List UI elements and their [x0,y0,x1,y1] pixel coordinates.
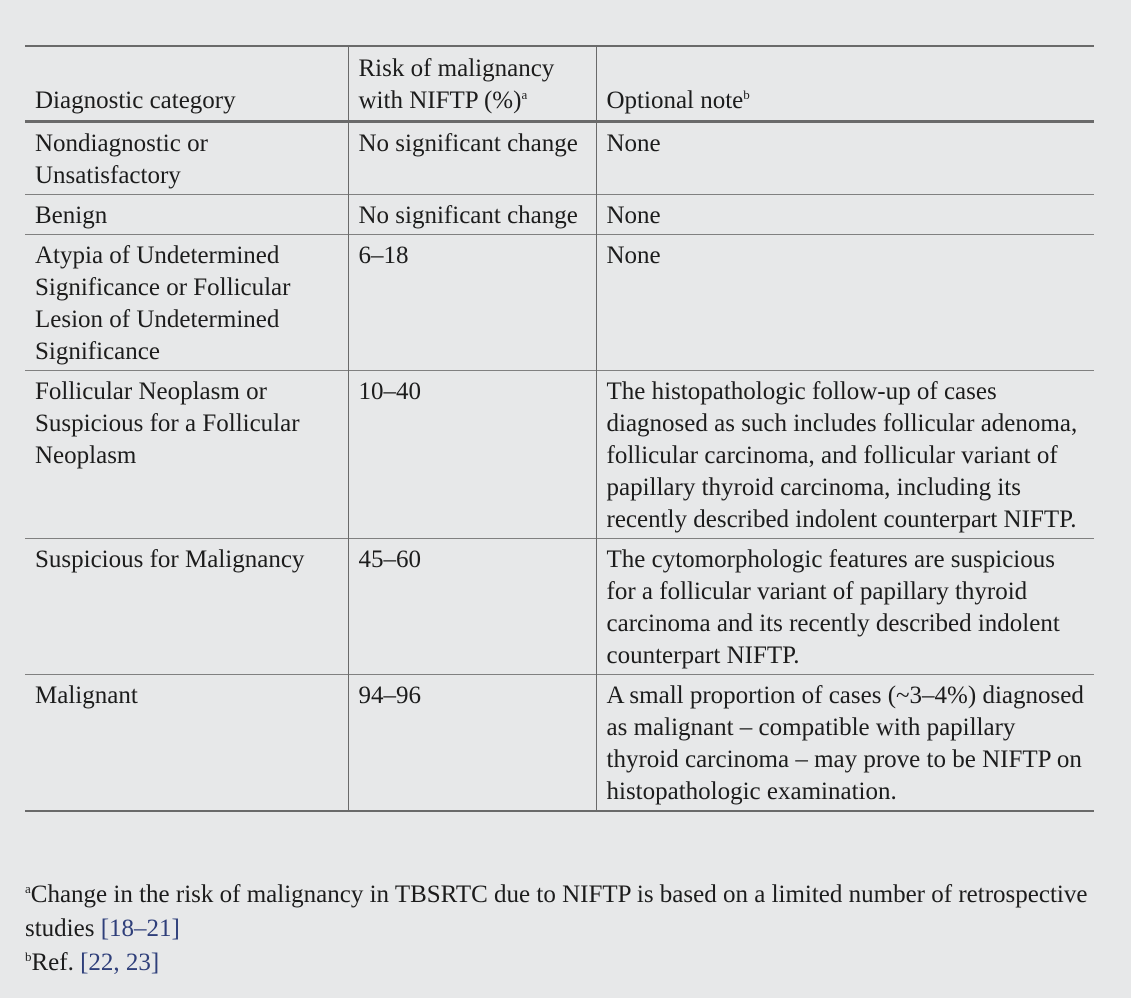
footnote-marker-a: a [521,87,528,102]
footnote-a-marker: a [25,881,31,896]
table-row [25,539,1094,675]
citation-link-18-21[interactable]: [18–21] [100,915,180,942]
footnote-b [25,946,1100,980]
cell-note: The cytomorphologic features are suspicious for a follicular variant of papillary thyroid carcinoma and its recently described indolent counterpart NIFTP. [596,539,1094,675]
cell-risk: 94–96 [348,675,596,812]
cell-category: Malignant [35,682,138,709]
table-footnotes [25,878,1100,980]
cell-note: None [596,195,1094,235]
cell-risk: No significant change [348,195,596,235]
cell-note: The histopathologic follow-up of cases diagnosed as such includes follicular adenoma, follicular carcinoma, and follicular variant of papillary thyroid carcinoma, including its recently described indolent counterpart NIFTP. [596,371,1094,539]
cell-risk: No significant change [348,122,596,195]
header-optional-note: Optional note$^b$ [596,46,1094,122]
footnote-marker-b: b [743,87,750,102]
cell-risk: 6–18 [348,235,596,371]
header-risk-of-malignancy: Risk of malignancy with NIFTP (%)$^a$ [348,46,596,122]
footnote-a-text: Change in the risk of malignancy in TBSRTC due to NIFTP is based on a limited number of retrospective studies [25,881,1088,942]
risk-of-malignancy-table [25,45,1094,812]
table-row [25,371,1094,539]
cell-note: None [596,122,1094,195]
risk-table-container [25,45,1094,812]
table-row [25,235,1094,371]
cell-category: Suspicious for Malignancy [35,546,305,573]
table-header-row [25,46,1094,122]
cell-category: Follicular Neoplasm or Suspicious for a Follicular Neoplasm [35,378,300,469]
header-diagnostic-category: Diagnostic category [35,87,236,114]
cell-risk: 10–40 [348,371,596,539]
cell-category: Atypia of Undetermined Significance or Follicular Lesion of Undetermined Significance [35,242,291,365]
footnote-a [25,878,1100,946]
footnote-b-text: Ref. [31,949,81,976]
citation-link-22-23[interactable]: [22, 23] [80,949,160,976]
cell-note: A small proportion of cases (~3–4%) diagnosed as malignant – compatible with papillary thyroid carcinoma – may prove to be NIFTP on histopathologic examination. [596,675,1094,812]
cell-category: Benign [35,202,108,229]
table-row [25,195,1094,235]
table-row [25,122,1094,195]
footnote-b-marker: b [25,949,32,964]
table-row [25,675,1094,812]
cell-category: Nondiagnostic or Unsatisfactory [35,130,208,189]
cell-risk: 45–60 [348,539,596,675]
cell-note: None [596,235,1094,371]
